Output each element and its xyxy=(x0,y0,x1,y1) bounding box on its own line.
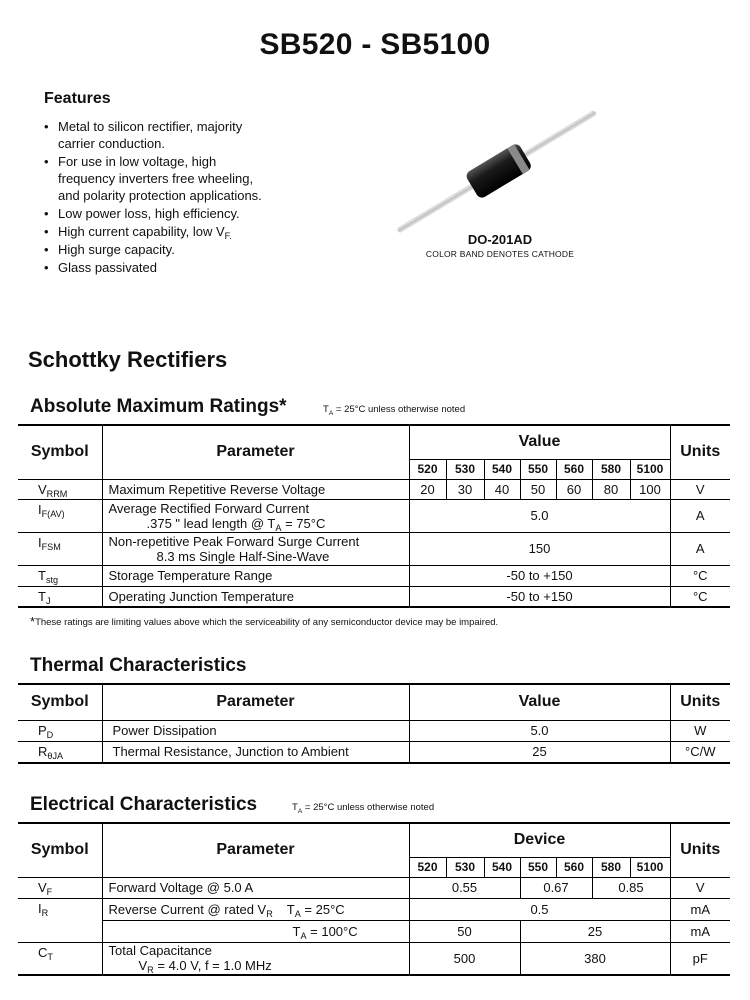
header-parameter: Parameter xyxy=(102,823,409,877)
device-col: 560 xyxy=(556,857,592,877)
abs-max-heading: Absolute Maximum Ratings* xyxy=(30,396,287,417)
value-cell: 0.67 xyxy=(520,877,592,898)
parameter-cell: Average Rectified Forward Current .375 " lead length @ $T_A = 75^\circ C$ xyxy=(102,499,409,532)
table-row xyxy=(18,741,730,763)
parameter-cell: Operating Junction Temperature xyxy=(102,586,409,607)
unit-cell: pF xyxy=(670,942,730,975)
electrical-heading: Electrical Characteristics xyxy=(30,794,258,815)
device-col: 540 xyxy=(484,857,520,877)
thermal-heading: Thermal Characteristics xyxy=(30,655,247,676)
table-row xyxy=(18,942,730,975)
value-cell: 5.0 xyxy=(409,720,670,741)
symbol-cell: $T_{stg}$ xyxy=(18,565,102,586)
table-row xyxy=(18,479,730,499)
value-cell: 380 xyxy=(520,942,670,975)
header-units: Units xyxy=(670,425,730,479)
device-col: 580 xyxy=(592,459,630,479)
value-cell: 150 xyxy=(409,532,670,565)
device-col: 5100 xyxy=(630,857,670,877)
symbol-cell: $V_{RRM}$ xyxy=(18,479,102,499)
feature-item: • For use in low voltage, high frequency inverters free wheeling, and polarity protection applications. xyxy=(44,153,274,204)
parameter-cell: Maximum Repetitive Reverse Voltage xyxy=(102,479,409,499)
header-units: Units xyxy=(670,684,730,720)
feature-item: • High current capability, low $V_{F.}$ xyxy=(44,223,274,240)
value-cell: -50 to +150 xyxy=(409,565,670,586)
parameter-cell: Forward Voltage @ 5.0 A xyxy=(102,877,409,898)
feature-item: • Glass passivated xyxy=(44,259,274,276)
header-value: Value xyxy=(409,684,670,720)
parameter-cell: Reverse Current @ rated $V_R$ $T_A = 25^\circ C$ xyxy=(102,898,409,920)
header-parameter: Parameter xyxy=(102,425,409,479)
electrical-condition: $T_A = 25^\circ C$ unless otherwise noted xyxy=(292,802,435,815)
unit-cell: V xyxy=(670,877,730,898)
abs-max-condition: $T_A = 25^\circ C$ unless otherwise noted xyxy=(323,404,466,417)
footnote: *These ratings are limiting values above which the serviceability of any semiconductor device may be impaired. xyxy=(30,614,499,629)
symbol-cell: $C_T$ xyxy=(18,942,102,975)
unit-cell: W xyxy=(670,720,730,741)
table-row xyxy=(18,877,730,898)
device-col: 5100 xyxy=(630,459,670,479)
feature-item: • High surge capacity. xyxy=(44,241,274,258)
value-cell: 0.85 xyxy=(592,877,670,898)
parameter-cell: Total Capacitance $V_R = 4.0$ V, f = 1.0 MHz xyxy=(102,942,409,975)
category-title: Schottky Rectifiers xyxy=(28,347,228,372)
unit-cell: °C xyxy=(670,586,730,607)
table-row xyxy=(18,898,730,920)
table-row xyxy=(18,720,730,741)
package-name: DO-201AD xyxy=(467,232,533,247)
device-col: 540 xyxy=(484,459,520,479)
header-symbol: Symbol xyxy=(18,684,102,720)
header-parameter: Parameter xyxy=(102,684,409,720)
value-cell: 30 xyxy=(446,479,484,499)
value-cell: 50 xyxy=(520,479,556,499)
value-cell: 50 xyxy=(409,920,520,942)
unit-cell: V xyxy=(670,479,730,499)
device-col: 530 xyxy=(446,459,484,479)
unit-cell: °C/W xyxy=(670,741,730,763)
parameter-cell: Thermal Resistance, Junction to Ambient xyxy=(102,741,409,763)
abs-max-table xyxy=(18,424,730,608)
value-cell: 40 xyxy=(484,479,520,499)
value-cell: 0.55 xyxy=(409,877,520,898)
header-device: Device xyxy=(409,823,670,857)
device-col: 530 xyxy=(446,857,484,877)
value-cell: 25 xyxy=(409,741,670,763)
thermal-table xyxy=(18,683,730,764)
features-list xyxy=(44,118,274,277)
device-col: 520 xyxy=(409,857,446,877)
value-cell: 20 xyxy=(409,479,446,499)
value-cell: -50 to +150 xyxy=(409,586,670,607)
table-row xyxy=(18,920,730,942)
value-cell: 25 xyxy=(520,920,670,942)
device-col: 580 xyxy=(592,857,630,877)
diode-package-image xyxy=(390,110,605,235)
unit-cell: mA xyxy=(670,920,730,942)
device-col: 550 xyxy=(520,857,556,877)
value-cell: 5.0 xyxy=(409,499,670,532)
device-col: 520 xyxy=(409,459,446,479)
feature-item: • Low power loss, high efficiency. xyxy=(44,205,274,222)
value-cell: 100 xyxy=(630,479,670,499)
symbol-cell: $I_{FSM}$ xyxy=(18,532,102,565)
symbol-cell: $T_J$ xyxy=(38,588,51,606)
device-col: 560 xyxy=(556,459,592,479)
symbol-cell: $P_D$ xyxy=(18,720,102,741)
feature-item: • Metal to silicon rectifier, majority carrier conduction. xyxy=(44,118,274,152)
value-cell: 60 xyxy=(556,479,592,499)
package-note: COLOR BAND DENOTES CATHODE xyxy=(425,249,575,259)
table-row xyxy=(18,586,730,607)
unit-cell: mA xyxy=(670,898,730,920)
value-cell: 80 xyxy=(592,479,630,499)
unit-cell: A xyxy=(670,499,730,532)
header-symbol: Symbol xyxy=(18,823,102,877)
table-row xyxy=(18,532,730,565)
parameter-cell: Non-repetitive Peak Forward Surge Current 8.3 ms Single Half-Sine-Wave xyxy=(102,532,409,565)
value-cell: 500 xyxy=(409,942,520,975)
parameter-cell: $T_A = 100^\circ C$ xyxy=(102,920,409,942)
header-value: Value xyxy=(409,425,670,459)
table-row xyxy=(18,499,730,532)
unit-cell: A xyxy=(670,532,730,565)
value-cell: 0.5 xyxy=(409,898,670,920)
parameter-cell: Storage Temperature Range xyxy=(102,565,409,586)
page-title: SB520 - SB5100 xyxy=(259,28,491,61)
unit-cell: °C xyxy=(670,565,730,586)
parameter-cell: Power Dissipation xyxy=(102,720,409,741)
features-heading: Features xyxy=(44,90,111,107)
symbol-cell: $R_{\theta JA}$ xyxy=(38,744,64,762)
table-row xyxy=(18,565,730,586)
header-symbol: Symbol xyxy=(18,425,102,479)
device-col: 550 xyxy=(520,459,556,479)
electrical-table xyxy=(18,822,730,976)
header-units: Units xyxy=(670,823,730,877)
symbol-cell: $I_{F(AV)}$ xyxy=(18,499,102,532)
symbol-cell: $V_F$ xyxy=(18,877,102,898)
symbol-cell: $I_R$ xyxy=(38,900,49,918)
